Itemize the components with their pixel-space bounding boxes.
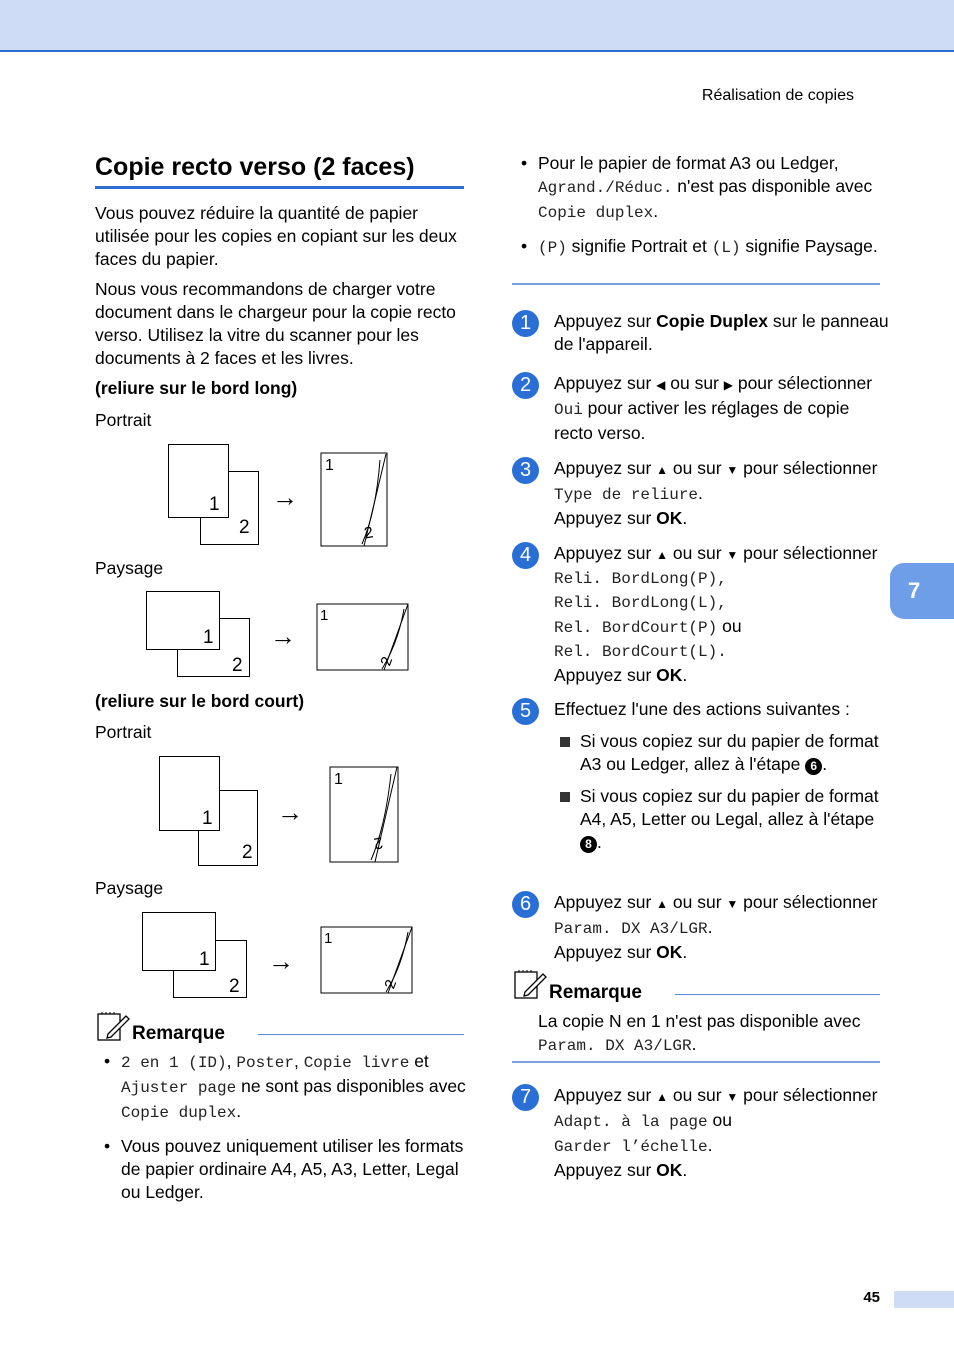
arrow-right-icon: ▶ (723, 378, 733, 392)
note-rule-right (675, 994, 880, 995)
duplex-page-icon (320, 926, 416, 996)
step-number: 5 (512, 698, 539, 725)
running-head: Réalisation de copies (701, 87, 854, 104)
page-front: 1 (146, 591, 220, 650)
arrow-down-icon: ▼ (726, 897, 739, 911)
arrow-right-icon: → (272, 482, 298, 512)
step-2: 2 Appuyez sur ◀ ou sur ▶ pour sélectionner Oui pour activer les réglages de copie recto verso. (512, 372, 892, 445)
list-item: • Pour le papier de format A3 ou Ledger, Agrand./Réduc. n'est pas disponible avec Copie duplex. (538, 152, 883, 225)
arrow-down-icon: ▼ (726, 548, 739, 562)
page-front: 1 (142, 912, 216, 971)
duplex-page-icon (329, 766, 401, 864)
pencil-note-icon (96, 1010, 130, 1044)
note-text-right: La copie N en 1 n'est pas disponible avec Param. DX A3/LGR. (538, 1011, 861, 1055)
pencil-note-icon (513, 968, 547, 1002)
step-number: 1 (512, 310, 539, 337)
svg-text:2: 2 (372, 833, 385, 852)
note-list-top (538, 152, 883, 270)
page-number-2: 2 (362, 524, 375, 543)
figure-long-portrait (168, 444, 418, 548)
page-number: 45 (863, 1289, 880, 1306)
long-edge-heading: (reliure sur le bord long) (95, 378, 298, 398)
step-5: 5 Effectuez l'une des actions suivantes : Si vous copiez sur du papier de format A3 ou Ledger, allez à l'étape 6 . Si vous copiez sur du papier de format A4, A5, Letter ou Legal, allez à l'étape 8 . (512, 698, 892, 863)
arrow-down-icon: ▼ (726, 463, 739, 477)
note-separator-bottom (512, 1061, 880, 1063)
step-6: 6 Appuyez sur ▲ ou sur ▼ pour sélectionner Param. DX A3/LGR. Appuyez sur OK. (512, 891, 892, 964)
page-back: 2 (198, 790, 258, 866)
section-title: Copie recto verso (2 faces) (95, 150, 464, 189)
note-heading-right: Remarque (549, 982, 642, 1003)
figure-short-landscape (142, 912, 422, 1002)
note-heading-left: Remarque (132, 1023, 225, 1044)
page-front: 1 (168, 444, 229, 518)
square-bullet-icon (560, 737, 570, 747)
top-band (0, 0, 954, 52)
long-edge-portrait-label: Portrait (95, 410, 152, 430)
list-item: • 2 en 1 (ID), Poster, Copie livre et Ajuster page ne sont pas disponibles avec Copie duplex. (121, 1050, 466, 1125)
step-number: 2 (512, 372, 539, 399)
step-4: 4 Appuyez sur ▲ ou sur ▼ pour sélectionner Reli. BordLong(P), Reli. BordLong(L), Rel. BordCourt(P) ou Rel. BordCourt(L). Appuyez sur OK. (512, 542, 892, 687)
figure-short-portrait (159, 756, 419, 868)
list-item: • (P) signifie Portrait et (L) signifie Paysage. (538, 235, 883, 260)
step-3: 3 Appuyez sur ▲ ou sur ▼ pour sélectionner Type de reliure. Appuyez sur OK. (512, 457, 892, 530)
short-edge-paysage-label: Paysage (95, 878, 164, 898)
page-back: 2 (200, 471, 259, 545)
step-1: 1 Appuyez sur Copie Duplex sur le panneau de l'appareil. (512, 310, 892, 356)
page-back: 2 (177, 618, 250, 677)
arrow-up-icon: ▲ (656, 1090, 669, 1104)
footer-band (894, 1291, 954, 1308)
svg-text:1: 1 (324, 930, 333, 947)
duplex-page-icon (316, 603, 412, 673)
short-edge-portrait-label: Portrait (95, 722, 152, 742)
page-front: 1 (159, 756, 220, 831)
step-number: 3 (512, 457, 539, 484)
svg-text:2: 2 (377, 654, 397, 669)
step-number: 6 (512, 891, 539, 918)
intro-paragraph-2: Nous vous recommandons de charger votre document dans le chargeur pour la copie recto verso. Utilisez la vitre du scanner pour les documents à 2 faces et les livres. (95, 279, 456, 368)
arrow-up-icon: ▲ (656, 548, 669, 562)
page-back: 2 (173, 940, 247, 998)
duplex-page-icon (320, 452, 390, 548)
page-number-1: 1 (325, 457, 334, 474)
arrow-up-icon: ▲ (656, 897, 669, 911)
step-ref-badge: 6 (805, 758, 822, 775)
svg-text:2: 2 (381, 977, 401, 992)
chapter-tab: 7 (890, 563, 954, 619)
arrow-left-icon: ◀ (656, 378, 666, 392)
figure-long-landscape (146, 591, 426, 681)
note-list-left (121, 1050, 466, 1214)
arrow-up-icon: ▲ (656, 463, 669, 477)
short-edge-heading: (reliure sur le bord court) (95, 691, 305, 711)
step-ref-badge: 8 (580, 836, 597, 853)
arrow-down-icon: ▼ (726, 1090, 739, 1104)
square-bullet-icon (560, 792, 570, 802)
step-number: 7 (512, 1084, 539, 1111)
note-separator-top (512, 283, 880, 285)
arrow-right-icon: → (268, 946, 294, 976)
svg-text:1: 1 (334, 771, 343, 788)
svg-text:1: 1 (320, 607, 329, 624)
long-edge-paysage-label: Paysage (95, 558, 164, 578)
arrow-right-icon: → (277, 797, 303, 827)
arrow-right-icon: → (270, 621, 296, 651)
note-rule-left (258, 1034, 464, 1035)
list-item: • Vous pouvez uniquement utiliser les formats de papier ordinaire A4, A5, A3, Letter, Legal ou Ledger. (121, 1135, 466, 1204)
step-number: 4 (512, 542, 539, 569)
list-item: Si vous copiez sur du papier de format A4, A5, Letter ou Legal, allez à l'étape 8 . (554, 785, 892, 854)
step-7: 7 Appuyez sur ▲ ou sur ▼ pour sélectionner Adapt. à la page ou Garder l’échelle. Appuyez sur OK. (512, 1084, 892, 1182)
intro-paragraph-1: Vous pouvez réduire la quantité de papier utilisée pour les copies en copiant sur les deux faces du papier. (95, 203, 457, 269)
list-item: Si vous copiez sur du papier de format A3 ou Ledger, allez à l'étape 6 . (554, 730, 892, 776)
